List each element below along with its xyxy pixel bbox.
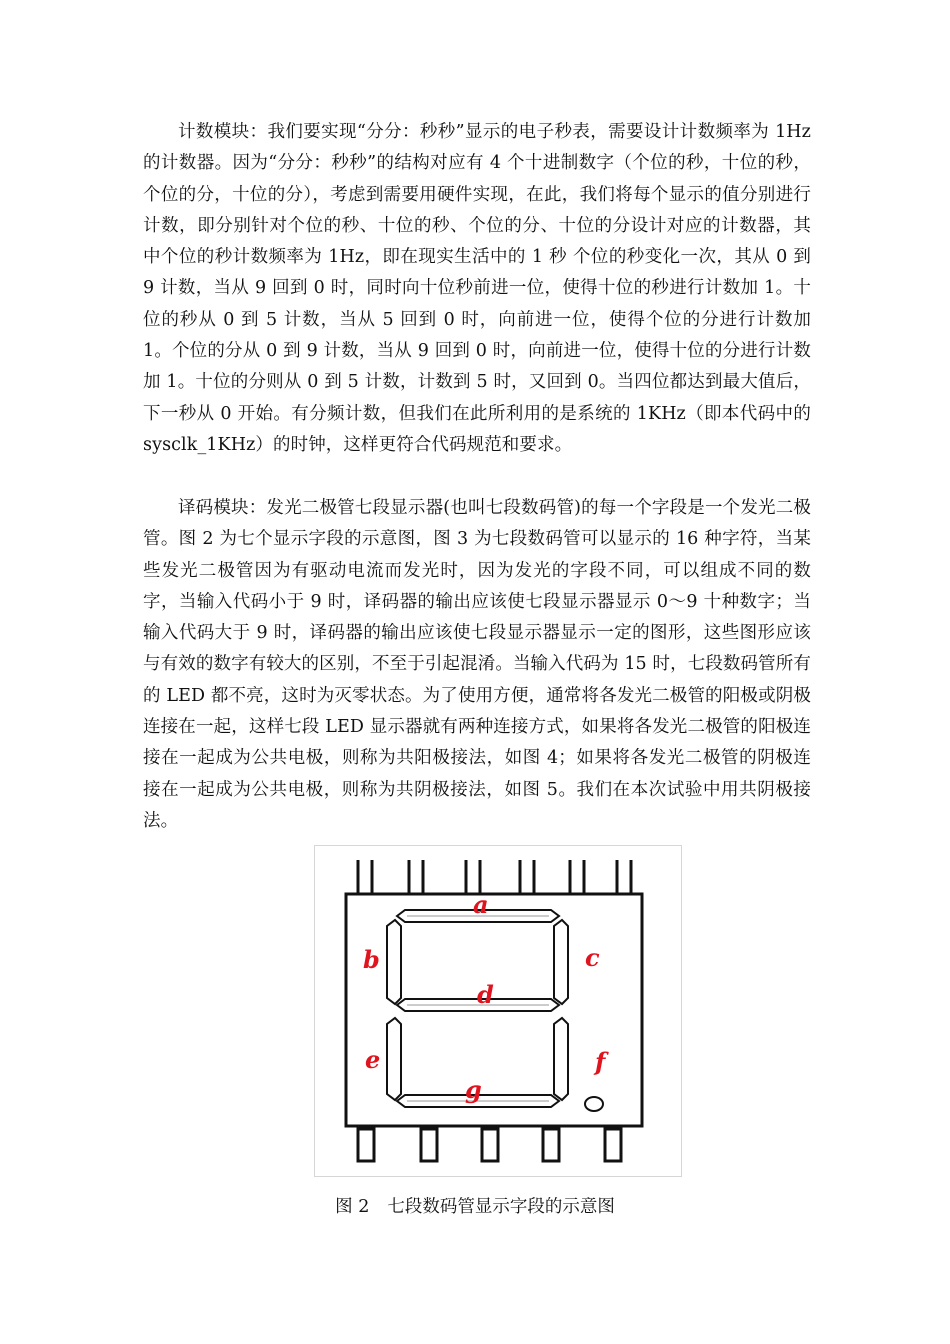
segment-f [554,1018,568,1100]
label-a: a [473,890,489,919]
segment-b [387,920,401,1004]
seven-segment-diagram [315,846,681,1176]
label-e: e [365,1045,381,1074]
label-g: g [465,1075,482,1104]
figure-caption [0,1193,950,1218]
segment-c [554,920,568,1004]
paragraph-decoding-module: 译码模块：发光二极管七段显示器(也叫七段数码管)的每一个字段是一个发光二极管。图 2 为七个显示字段的示意图，图 3 为七段数码管可以显示的 16 种字符，当某些发光二极管因为有驱动电流而发光时，因为发光的字段不同，可以组成不同的数字，当输入代码小于 9 时，译码器的输出应该使七段显示器显示 0～9 十种数字；当输入代码大于 9 时，译码器的输出应该使七段显示器显示一定的图形，这些图形应该与有效的数字有较大的区别，不至于引起混淆。当输入代码为 15 时，七段数码管所有的 LED 都不亮，这时为灭零状态。为了使用方便，通常将各发光二极管的阳极或阴极连接在一起，这样七段 LED 显示器就有两种连接方式，如果将各发光二极管的阳极连接在一起成为公共电极，则称为共阳极接法，如图 4；如果将各发光二极管的阴极连接在一起成为公共电极，则称为共阴极接法，如图 5。我们在本次试验中用共阴极接法。 [143,498,811,831]
paragraph-counting-module: 计数模块：我们要实现“分分：秒秒”显示的电子秒表，需要设计计数频率为 1Hz 的计数器。因为“分分：秒秒”的结构对应有 4 个十进制数字（个位的秒，十位的秒，个位的分，十位的分），考虑到需要用硬件实现，在此，我们将每个显示的值分别进行计数，即分别针对个位的秒、十位的秒、个位的分、十位的分设计对应的计数器，其中个位的秒计数频率为 1Hz，即在现实生活中的 1 秒 个位的秒变化一次，其从 0 到 9 计数，当从 9 回到 0 时，同时向十位秒前进一位，使得十位的秒进行计数加 1。十位的秒从 0 到 5 计数，当从 5 回到 0 时，向前进一位，使得个位的分进行计数加 1。个位的分从 0 到 9 计数，当从 9 回到 0 时，向前进一位，使得十位的分进行计数加 1。十位的分则从 0 到 5 计数，计数到 5 时，又回到 0。当四位都达到最大值后，下一秒从 0 开始。有分频计数，但我们在此所利用的是系统的 1KHz（即本代码中的 sysclk_1KHz）的时钟，这样更符合代码规范和要求。 [143,122,811,455]
seven-segment-figure [314,845,682,1177]
bottom-pins [358,1129,621,1161]
segment-e [387,1018,401,1100]
top-pins [358,860,631,894]
label-f: f [595,1047,606,1076]
label-b: b [363,945,380,974]
label-c: c [585,943,600,972]
caption-text: 七段数码管显示字段的示意图 [387,1197,615,1217]
label-d: d [477,980,494,1009]
caption-number: 图 2 [335,1197,370,1217]
